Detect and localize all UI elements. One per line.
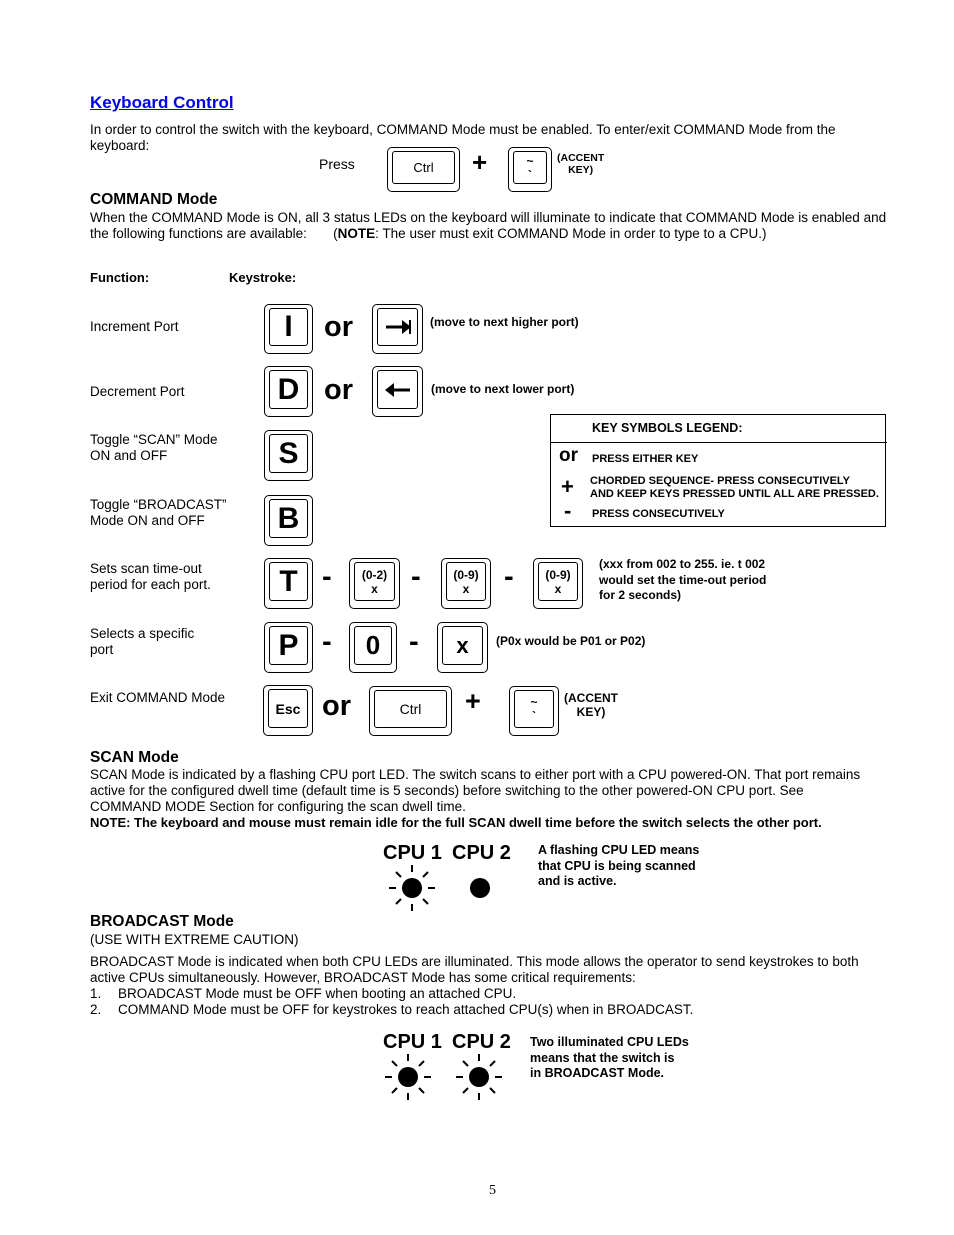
timeout-line1: Sets scan time-out (90, 561, 202, 576)
scan-caption (538, 843, 699, 890)
broadcast-cpu1-label: CPU 1 (383, 1031, 442, 1053)
key-x-label: x (456, 632, 469, 658)
dash-symbol: - (504, 561, 514, 593)
legend-dash-symbol: - (564, 498, 572, 523)
timeout-note-line1: (xxx from 002 to 255. ie. t 002 (599, 557, 766, 571)
key-b (264, 495, 313, 546)
broadcast-item1-num: 1. (90, 986, 102, 1001)
broadcast-line1: BROADCAST Mode is indicated when both CPU LEDs are illuminated. This mode allows the operator to send keystrokes to both (90, 954, 859, 969)
left-arrow-icon (383, 380, 413, 400)
function-header: Function: (90, 270, 150, 285)
select-port-line1: Selects a specific (90, 626, 195, 641)
illuminated-led-icon (455, 1053, 503, 1101)
broadcast-caption-line1: Two illuminated CPU LEDs (530, 1035, 689, 1049)
command-mode-body: When the COMMAND Mode is ON, all 3 status LEDs on the keyboard will illuminate to indicate that COMMAND Mode is enabled and the following functions are available: (90, 210, 887, 241)
broadcast-toggle-line1: Toggle “BROADCAST” (90, 497, 227, 512)
plus-symbol: + (465, 686, 481, 716)
timeout-label (90, 561, 211, 593)
note-bold: NOTE (337, 226, 376, 241)
scan-caption-line2: that CPU is being scanned (538, 858, 696, 873)
backtick-glyph: ` (528, 167, 532, 182)
flashing-led-icon (388, 864, 436, 912)
broadcast-caption-line2: means that the switch is (530, 1050, 675, 1065)
scan-mode-line1: SCAN Mode is indicated by a flashing CPU port LED. The switch scans to either port with a CPU powered-ON. That port remains (90, 767, 861, 782)
legend-plus-text-line2: AND KEEP KEYS PRESSED UNTIL ALL ARE PRESSED. (590, 488, 879, 500)
broadcast-caution: (USE WITH EXTREME CAUTION) (90, 932, 299, 947)
broadcast-toggle-label (90, 497, 227, 529)
scan-caption-line3: and is active. (538, 874, 617, 888)
select-port-label (90, 626, 194, 658)
press-label: Press (319, 156, 355, 172)
tilde-glyph: ~ (530, 695, 538, 709)
key-esc-label: Esc (275, 700, 301, 717)
keystroke-header: Keystroke: (229, 270, 297, 285)
select-port-note: (P0x would be P01 or P02) (496, 634, 646, 648)
broadcast-item2-num: 2. (90, 1002, 102, 1017)
plus-symbol: + (472, 147, 488, 177)
key-symbols-legend (550, 414, 886, 527)
legend-or-symbol: or (559, 445, 578, 466)
ctrl-key-label: Ctrl (399, 701, 422, 717)
scan-caption-line1: A flashing CPU LED means (538, 843, 700, 857)
legend-plus-symbol: + (561, 474, 574, 499)
key-s (264, 430, 313, 481)
key-0-9-b (533, 558, 583, 609)
key-t (264, 558, 313, 609)
accent-note-line1: (ACCENT (557, 152, 605, 164)
broadcast-line2: active CPUs simultaneously. However, BROADCAST Mode has some critical requirements: (90, 970, 636, 985)
select-port-line2: port (90, 642, 114, 657)
increment-label: Increment Port (90, 319, 179, 334)
scan-mode-line3: COMMAND MODE Section for configuring the scan dwell time. (90, 799, 466, 814)
dash-symbol: - (322, 561, 332, 593)
timeout-note-line3: for 2 seconds) (599, 588, 682, 602)
scan-mode-title: SCAN Mode (90, 749, 179, 766)
key-0-9-a-top: (0-9) (453, 567, 479, 582)
decrement-label: Decrement Port (90, 384, 185, 399)
key-0-9-a-bottom: x (462, 581, 470, 596)
key-zero (349, 622, 397, 673)
key-s-label: S (278, 436, 299, 470)
section-heading[interactable]: Keyboard Control (90, 93, 234, 112)
scan-toggle-label (90, 432, 218, 464)
dash-symbol: - (411, 561, 421, 593)
note-open: ( (333, 226, 338, 241)
note-rest: : The user must exit COMMAND Mode in order to type to a CPU.) (375, 226, 767, 241)
legend-divider (551, 442, 887, 443)
key-0-2-bottom: x (371, 581, 378, 596)
broadcast-toggle-line2: Mode ON and OFF (90, 513, 205, 528)
broadcast-item2 (90, 1002, 694, 1018)
exit-accent-line2: KEY) (576, 705, 606, 719)
broadcast-item1 (90, 986, 517, 1002)
timeout-line2: period for each port. (90, 577, 211, 592)
key-0-9-a (441, 558, 491, 609)
key-0-9-b-top: (0-9) (545, 567, 571, 582)
key-i (264, 304, 313, 354)
command-mode-text (90, 210, 900, 242)
right-arrow-icon (383, 317, 413, 337)
scan-mode-line2: active for the configured dwell time (default time is 5 seconds) before switching to the other powered-ON CPU port. See (90, 783, 804, 798)
broadcast-caption (530, 1035, 689, 1082)
scan-toggle-line2: ON and OFF (90, 448, 168, 463)
broadcast-mode-title: BROADCAST Mode (90, 913, 234, 930)
accent-key (508, 147, 552, 192)
key-x (437, 622, 488, 673)
intro-text: In order to control the switch with the keyboard, COMMAND Mode must be enabled. To enter/exit COMMAND Mode from the keyboard: (90, 122, 836, 153)
legend-title: KEY SYMBOLS LEGEND: (592, 421, 743, 435)
exit-label: Exit COMMAND Mode (90, 690, 226, 705)
key-d (264, 366, 313, 417)
accent-note (557, 152, 604, 176)
cpu2-led-icon (470, 878, 490, 898)
illuminated-led-icon (384, 1053, 432, 1101)
scan-mode-note: NOTE: The keyboard and mouse must remain idle for the full SCAN dwell time before the switch selects the other port. (90, 815, 822, 830)
timeout-note-line2: would set the time-out period (599, 572, 767, 587)
exit-accent-line1: (ACCENT (564, 691, 618, 705)
key-t-label: T (279, 564, 298, 598)
dash-symbol: - (409, 626, 419, 658)
exit-accent-note (564, 691, 618, 719)
key-p (264, 622, 313, 673)
key-p-label: P (278, 628, 299, 662)
or-symbol: or (324, 374, 353, 406)
ctrl-key (369, 686, 452, 736)
broadcast-caption-line3: in BROADCAST Mode. (530, 1066, 665, 1080)
key-right-arrow (372, 304, 423, 354)
ctrl-key-label: Ctrl (413, 160, 434, 175)
broadcast-item2-text: COMMAND Mode must be OFF for keystrokes to reach attached CPU(s) when in BROADCAST. (118, 1002, 694, 1017)
scan-toggle-line1: Toggle “SCAN” Mode (90, 432, 218, 447)
legend-plus-text (590, 475, 879, 501)
scan-mode-text (90, 767, 910, 831)
key-esc (263, 685, 313, 736)
accent-note-line2: KEY) (568, 164, 594, 176)
dash-symbol: - (322, 626, 332, 658)
key-zero-label: 0 (365, 630, 381, 660)
key-0-2-top: (0-2) (361, 567, 388, 582)
broadcast-mode-text (90, 954, 910, 986)
broadcast-cpu2-label: CPU 2 (452, 1031, 511, 1053)
page-number: 5 (489, 1183, 496, 1198)
key-d-label: D (277, 372, 300, 406)
broadcast-item1-text: BROADCAST Mode must be OFF when booting an attached CPU. (118, 986, 517, 1001)
key-0-2 (349, 558, 400, 609)
accent-key (509, 686, 559, 736)
decrement-note: (move to next lower port) (431, 382, 575, 396)
scan-cpu2-label: CPU 2 (452, 842, 511, 864)
tilde-glyph: ~ (526, 153, 534, 168)
increment-note: (move to next higher port) (430, 315, 579, 329)
timeout-note (599, 557, 766, 604)
or-symbol: or (322, 690, 351, 722)
ctrl-key (387, 147, 460, 192)
command-mode-title: COMMAND Mode (90, 191, 218, 208)
key-b-label: B (277, 501, 300, 535)
legend-dash-text: PRESS CONSECUTIVELY (592, 508, 725, 520)
key-i-label: I (284, 310, 293, 343)
key-0-9-b-bottom: x (554, 581, 562, 596)
backtick-glyph: ` (532, 709, 536, 723)
legend-plus-text-line1: CHORDED SEQUENCE- PRESS CONSECUTIVELY (590, 475, 850, 487)
key-left-arrow (372, 366, 423, 417)
scan-cpu1-label: CPU 1 (383, 842, 442, 864)
or-symbol: or (324, 311, 353, 343)
legend-or-text: PRESS EITHER KEY (592, 453, 699, 465)
